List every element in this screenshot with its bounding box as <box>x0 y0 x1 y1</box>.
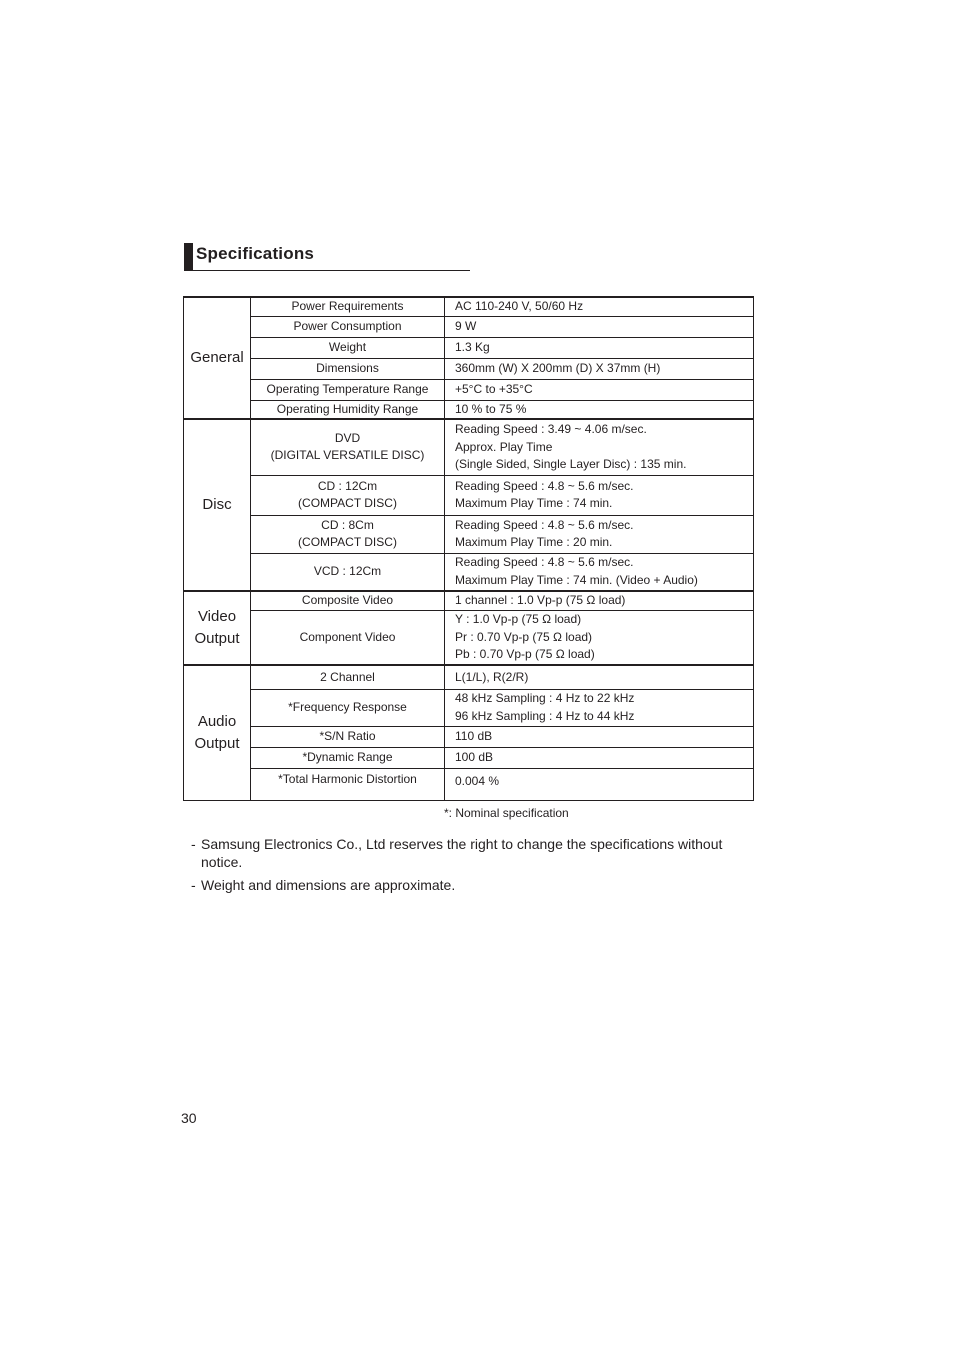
spec-value: 10 % to 75 % <box>445 400 754 419</box>
bullet-dash: - <box>191 877 196 893</box>
spec-row-power-consumption <box>184 316 754 337</box>
spec-row-dynamic-range <box>184 747 754 768</box>
spec-value: Reading Speed : 4.8 ~ 5.6 m/sec. Maximum Play Time : 74 min. (Video + Audio) <box>445 553 754 591</box>
spec-item: *Total Harmonic Distortion <box>251 768 445 800</box>
heading-marker <box>184 243 193 271</box>
spec-item: Composite Video <box>251 591 445 610</box>
spec-item: Operating Temperature Range <box>251 379 445 400</box>
spec-item: CD : 12Cm (COMPACT DISC) <box>251 475 445 515</box>
spec-item: Power Consumption <box>251 316 445 337</box>
spec-row-weight <box>184 337 754 358</box>
bullet-dash: - <box>191 836 196 852</box>
spec-value: 110 dB <box>445 726 754 747</box>
spec-item: Dimensions <box>251 358 445 379</box>
category-disc: Disc <box>184 419 251 591</box>
spec-row-dvd <box>184 419 754 475</box>
spec-row-frequency-response <box>184 689 754 726</box>
spec-item: DVD (DIGITAL VERSATILE DISC) <box>251 419 445 475</box>
spec-item: 2 Channel <box>251 665 445 689</box>
spec-value: 9 W <box>445 316 754 337</box>
page-title: Specifications <box>196 244 315 263</box>
spec-item: Weight <box>251 337 445 358</box>
spec-item: Power Requirements <box>251 297 445 316</box>
note-item <box>191 835 731 871</box>
spec-item: *Frequency Response <box>251 689 445 726</box>
spec-row-dimensions <box>184 358 754 379</box>
page-number: 30 <box>181 1110 197 1126</box>
spec-value: 1.3 Kg <box>445 337 754 358</box>
note-text: Weight and dimensions are approximate. <box>201 877 456 893</box>
spec-row-operating-temperature <box>184 379 754 400</box>
spec-row-total-harmonic-distortion <box>184 768 754 800</box>
section-heading <box>184 243 470 271</box>
spec-row-component-video <box>184 610 754 665</box>
note-text: Samsung Electronics Co., Ltd reserves the right to change the specifications without notice. <box>201 836 723 870</box>
category-audio-output: Audio Output <box>184 665 251 800</box>
spec-item: *Dynamic Range <box>251 747 445 768</box>
spec-value: 48 kHz Sampling : 4 Hz to 22 kHz 96 kHz Sampling : 4 Hz to 44 kHz <box>445 689 754 726</box>
spec-value: Reading Speed : 4.8 ~ 5.6 m/sec. Maximum Play Time : 74 min. <box>445 475 754 515</box>
spec-value: +5°C to +35°C <box>445 379 754 400</box>
spec-value: Y : 1.0 Vp-p (75 Ω load) Pr : 0.70 Vp-p (75 Ω load) Pb : 0.70 Vp-p (75 Ω load) <box>445 610 754 665</box>
spec-row-power-requirements <box>184 297 754 316</box>
heading-underline <box>184 270 470 271</box>
specifications-table <box>183 296 754 801</box>
spec-row-cd-12cm <box>184 475 754 515</box>
spec-value: L(1/L), R(2/R) <box>445 665 754 689</box>
spec-item: *S/N Ratio <box>251 726 445 747</box>
spec-item: CD : 8Cm (COMPACT DISC) <box>251 515 445 553</box>
notes-list <box>191 835 731 899</box>
spec-value: 0.004 % <box>445 768 754 800</box>
category-general: General <box>184 297 251 419</box>
spec-value: 100 dB <box>445 747 754 768</box>
spec-row-sn-ratio <box>184 726 754 747</box>
spec-row-cd-8cm <box>184 515 754 553</box>
spec-item: VCD : 12Cm <box>251 553 445 591</box>
spec-value: Reading Speed : 3.49 ~ 4.06 m/sec. Approx. Play Time (Single Sided, Single Layer Disc) : 135 min. <box>445 419 754 475</box>
spec-row-vcd <box>184 553 754 591</box>
spec-value: AC 110-240 V, 50/60 Hz <box>445 297 754 316</box>
spec-row-2-channel <box>184 665 754 689</box>
spec-row-operating-humidity <box>184 400 754 419</box>
spec-value: 360mm (W) X 200mm (D) X 37mm (H) <box>445 358 754 379</box>
category-video-output: Video Output <box>184 591 251 665</box>
note-item <box>191 876 731 894</box>
spec-value: 1 channel : 1.0 Vp-p (75 Ω load) <box>445 591 754 610</box>
spec-item: Component Video <box>251 610 445 665</box>
nominal-spec-footnote: *: Nominal specification <box>444 806 569 820</box>
spec-row-composite-video <box>184 591 754 610</box>
spec-item: Operating Humidity Range <box>251 400 445 419</box>
spec-value: Reading Speed : 4.8 ~ 5.6 m/sec. Maximum Play Time : 20 min. <box>445 515 754 553</box>
